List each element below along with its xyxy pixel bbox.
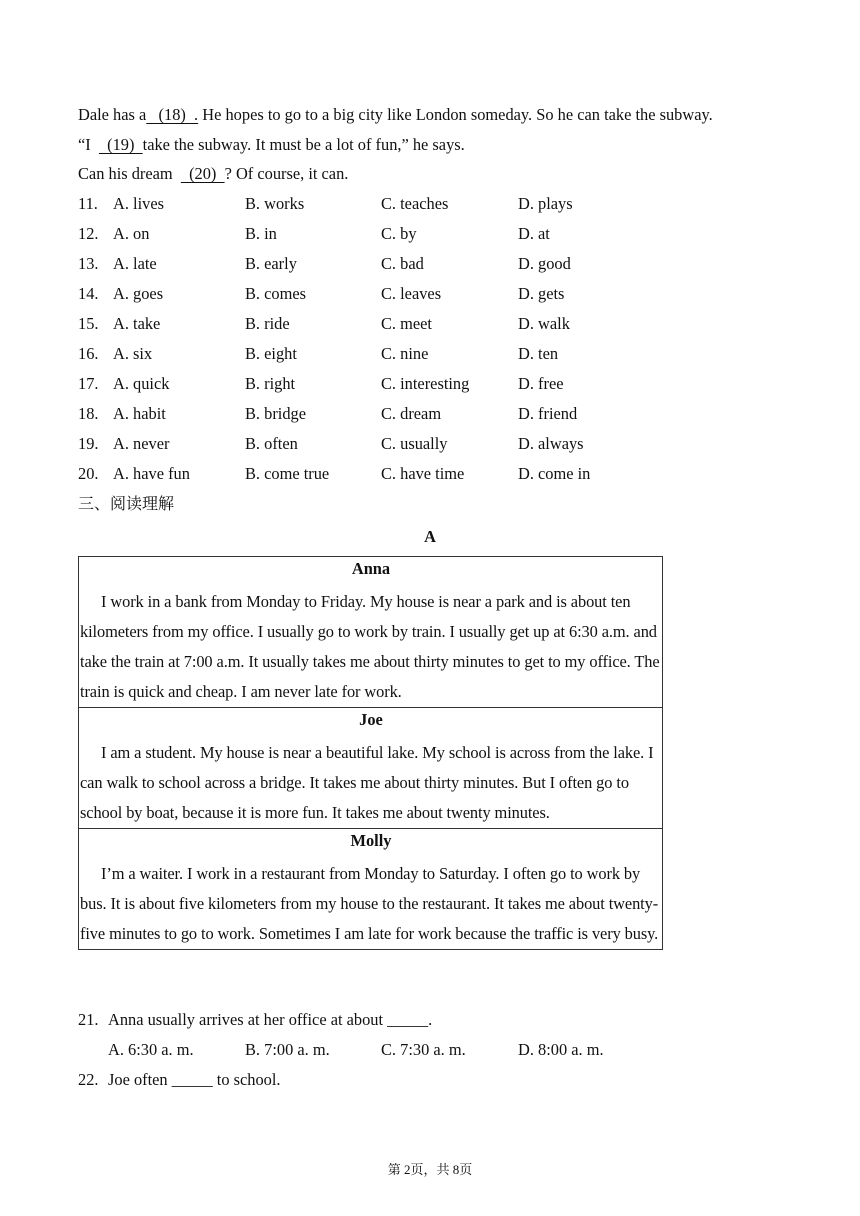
choice-b: B. early bbox=[245, 254, 297, 273]
option-row bbox=[78, 404, 698, 424]
person-cell bbox=[79, 708, 663, 829]
choice-c: C. dream bbox=[381, 404, 442, 423]
option-row bbox=[78, 254, 698, 274]
choice-a: A. habit bbox=[113, 404, 166, 423]
choice-a: A. six bbox=[113, 344, 153, 363]
choice-a: A. take bbox=[113, 314, 161, 333]
person-name: Molly bbox=[350, 831, 392, 850]
choice-b: B. right bbox=[245, 374, 296, 393]
choice-c: C. by bbox=[381, 224, 417, 243]
question-number: 15. bbox=[78, 314, 99, 333]
option-row bbox=[78, 344, 698, 364]
question-number: 18. bbox=[78, 404, 99, 423]
person-cell bbox=[79, 557, 663, 708]
cloze-text: Dale has a bbox=[78, 105, 147, 124]
table-row bbox=[79, 557, 663, 708]
choice-c: C. interesting bbox=[381, 374, 470, 393]
blank-18: (18) . bbox=[146, 105, 199, 124]
choice-b: B. ride bbox=[245, 314, 290, 333]
table-row bbox=[79, 708, 663, 829]
question-21-choices bbox=[78, 1040, 698, 1060]
blank-19: (19) bbox=[98, 135, 143, 154]
choice-a: A. 6:30 a. m. bbox=[108, 1040, 194, 1059]
choice-c: C. usually bbox=[381, 434, 448, 453]
question-number: 12. bbox=[78, 224, 99, 243]
choice-d: D. free bbox=[518, 374, 564, 393]
choice-b: B. 7:00 a. m. bbox=[245, 1040, 330, 1059]
question-text: Anna usually arrives at her office at about _____. bbox=[108, 1010, 433, 1029]
choice-c: C. meet bbox=[381, 314, 432, 333]
option-row bbox=[78, 374, 698, 394]
choice-a: A. never bbox=[113, 434, 170, 453]
person-cell bbox=[79, 829, 663, 950]
choice-a: A. lives bbox=[113, 194, 164, 213]
question-21 bbox=[78, 1010, 698, 1030]
cloze-line-20 bbox=[78, 164, 348, 184]
choice-d: D. friend bbox=[518, 404, 578, 423]
question-number: 20. bbox=[78, 464, 99, 483]
option-row bbox=[78, 314, 698, 334]
question-number: 11. bbox=[78, 194, 98, 213]
choice-d: D. gets bbox=[518, 284, 565, 303]
choice-b: B. come true bbox=[245, 464, 330, 483]
question-text: Joe often _____ to school. bbox=[108, 1070, 281, 1089]
person-name: Joe bbox=[359, 710, 383, 729]
question-22 bbox=[78, 1070, 698, 1090]
person-text: I am a student. My house is near a beautiful lake. My school is across from the lake. I can walk to school across a bridge. It takes me about thirty minutes. But I often go to school by boat, because it is more fun. It takes me about twenty minutes. bbox=[80, 743, 654, 822]
page-footer: 第 2页，共 8页 bbox=[387, 1162, 473, 1177]
option-row bbox=[78, 434, 698, 454]
choice-d: D. always bbox=[518, 434, 584, 453]
choice-b: B. comes bbox=[245, 284, 307, 303]
question-number: 21. bbox=[78, 1010, 99, 1029]
choice-b: B. eight bbox=[245, 344, 297, 363]
option-row bbox=[78, 194, 698, 214]
person-name: Anna bbox=[351, 559, 391, 578]
question-number: 17. bbox=[78, 374, 99, 393]
choice-b: B. often bbox=[245, 434, 298, 453]
passage-label: A bbox=[424, 527, 436, 546]
cloze-text: Can his dream bbox=[78, 164, 181, 183]
cloze-text: take the subway. It must be a lot of fun,” he says. bbox=[142, 135, 465, 154]
question-number: 22. bbox=[78, 1070, 99, 1089]
choice-d: D. plays bbox=[518, 194, 573, 213]
choice-c: C. teaches bbox=[381, 194, 449, 213]
choice-d: D. walk bbox=[518, 314, 570, 333]
choice-b: B. bridge bbox=[245, 404, 307, 423]
choice-c: C. nine bbox=[381, 344, 429, 363]
choice-a: A. goes bbox=[113, 284, 164, 303]
option-row bbox=[78, 284, 698, 304]
option-row bbox=[78, 224, 698, 244]
choice-d: D. 8:00 a. m. bbox=[518, 1040, 604, 1059]
choice-c: C. bad bbox=[381, 254, 424, 273]
choice-c: C. 7:30 a. m. bbox=[381, 1040, 466, 1059]
cloze-text: ? Of course, it can. bbox=[224, 164, 349, 183]
section-heading: 三、阅读理解 bbox=[78, 494, 175, 513]
cloze-line-18 bbox=[78, 105, 713, 125]
choice-c: C. leaves bbox=[381, 284, 442, 303]
cloze-line-19 bbox=[78, 135, 465, 155]
cloze-text: He hopes to go to a big city like London someday. So he can take the subway. bbox=[198, 105, 713, 124]
blank-20: (20) bbox=[180, 164, 225, 183]
choice-d: D. come in bbox=[518, 464, 591, 483]
choice-b: B. works bbox=[245, 194, 305, 213]
choice-d: D. at bbox=[518, 224, 550, 243]
choice-a: A. on bbox=[113, 224, 150, 243]
option-row bbox=[78, 464, 698, 484]
question-number: 16. bbox=[78, 344, 99, 363]
choice-c: C. have time bbox=[381, 464, 465, 483]
table-row bbox=[79, 829, 663, 950]
choice-b: B. in bbox=[245, 224, 277, 243]
choice-a: A. quick bbox=[113, 374, 170, 393]
question-number: 13. bbox=[78, 254, 99, 273]
question-number: 19. bbox=[78, 434, 99, 453]
choice-a: A. late bbox=[113, 254, 157, 273]
person-text: I’m a waiter. I work in a restaurant from Monday to Saturday. I often go to work by bus. It is about five kilometers from my house to the restaurant. It takes me about twenty-five minutes to go to work. Sometimes I am late for work because the traffic is very busy. bbox=[80, 864, 659, 943]
choice-d: D. good bbox=[518, 254, 571, 273]
passage-table bbox=[78, 556, 663, 950]
person-text: I work in a bank from Monday to Friday. My house is near a park and is about ten kilometers from my office. I usually go to work by train. I usually get up at 6:30 a.m. and take the train at 7:00 a.m. It usually takes me about thirty minutes to get to my office. The train is quick and cheap. I am never late for work. bbox=[80, 592, 660, 701]
question-number: 14. bbox=[78, 284, 99, 303]
cloze-text: “I bbox=[78, 135, 99, 154]
choice-d: D. ten bbox=[518, 344, 559, 363]
choice-a: A. have fun bbox=[113, 464, 190, 483]
